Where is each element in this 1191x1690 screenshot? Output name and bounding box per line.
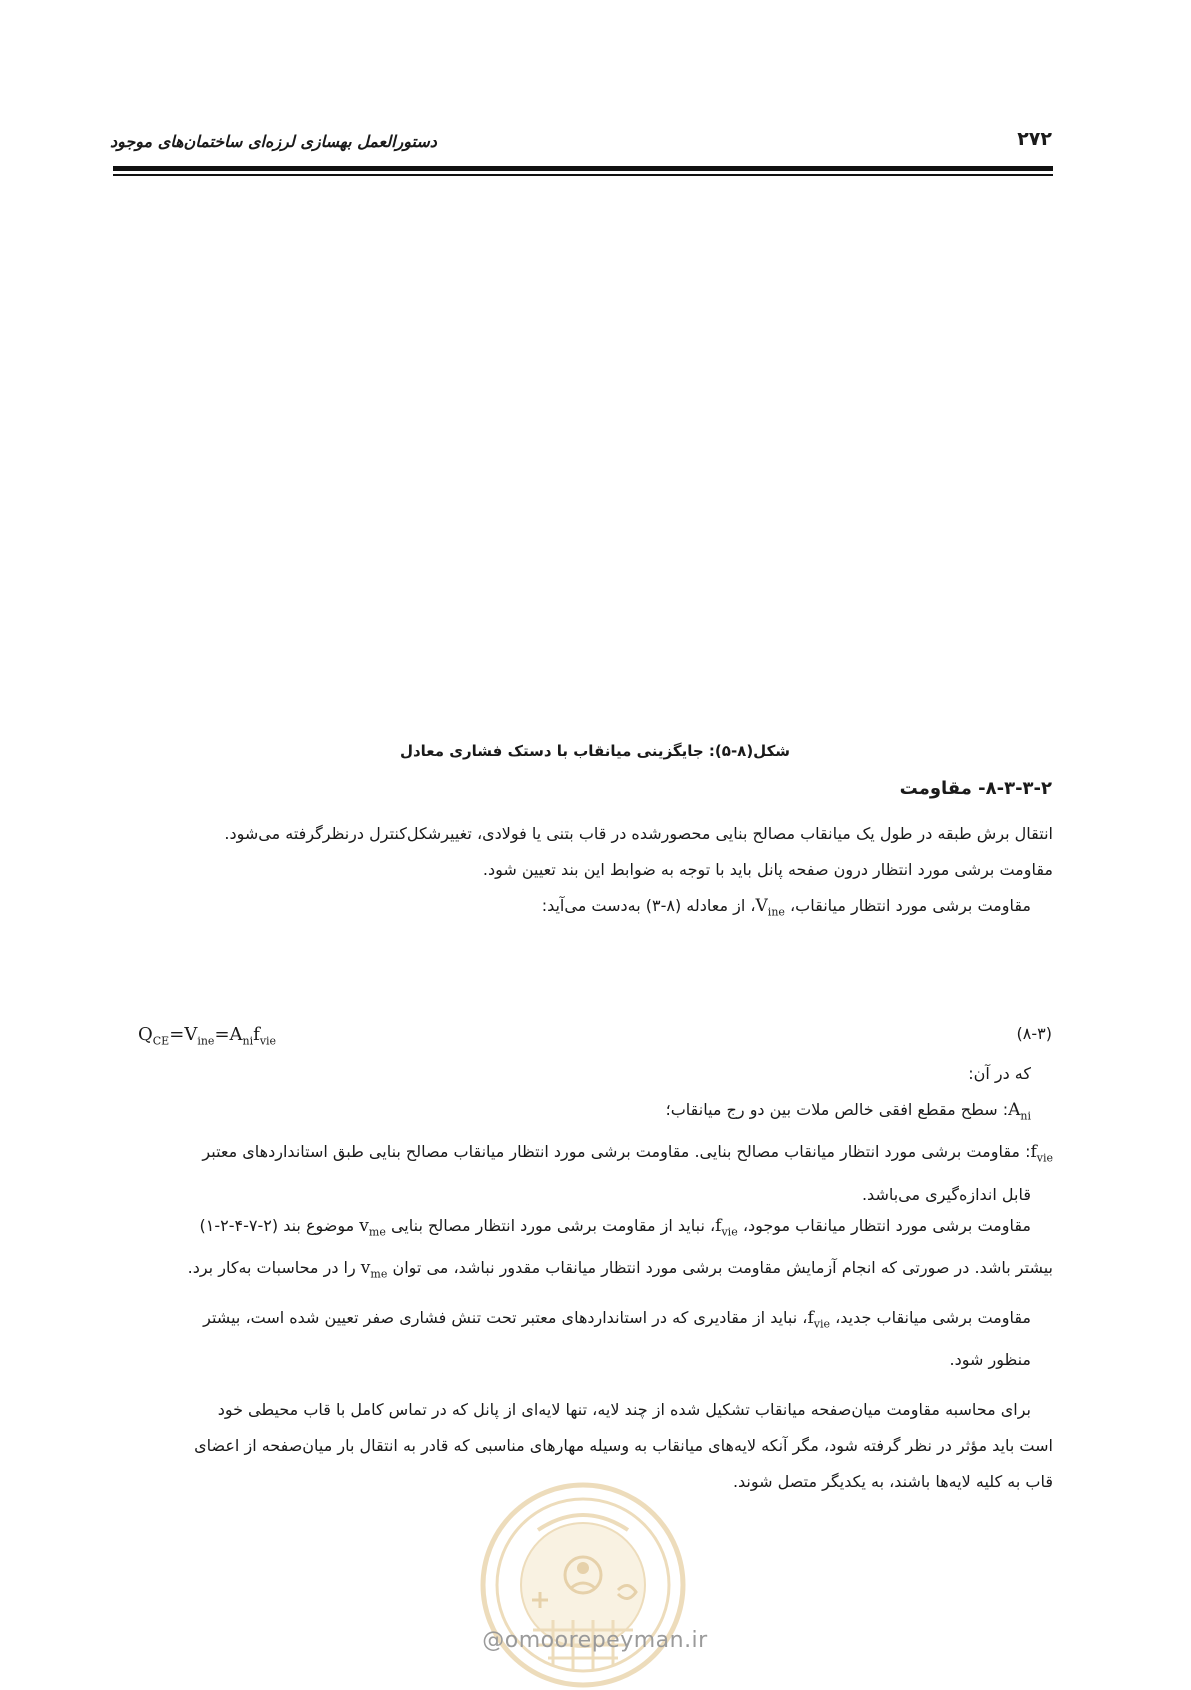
- symbol-sub: vie: [721, 1225, 738, 1239]
- symbol-f-vie: [1030, 1142, 1053, 1165]
- header-rule-thick: [113, 166, 1053, 171]
- text-span: مقاومت برشی مورد انتظار میانقاب موجود،: [742, 1216, 1031, 1235]
- text-span: مقاومت برشی مورد انتظار میانقاب،: [790, 896, 1031, 915]
- page-number: ۲۷۲: [1017, 128, 1052, 150]
- eq-sub: ine: [197, 1034, 215, 1048]
- symbol-v-me: [359, 1216, 386, 1239]
- symbol-sub: vie: [1036, 1151, 1053, 1165]
- definitions: [113, 1056, 1053, 1213]
- symbol-f-vie: [807, 1308, 831, 1331]
- text-span: بیشتر باشد. در صورتی که انجام آزمایش مقاومت برشی مورد انتظار میانقاب مقدور نباشد، می توان: [392, 1258, 1053, 1278]
- paragraph-line: قاب به کلیه لایه‌ها باشند، به یکدیگر متصل شوند.: [732, 1472, 1053, 1491]
- paragraph-3: [113, 1208, 1053, 1293]
- eq-symbol: Q: [138, 1024, 153, 1045]
- paragraph-line: مقاومت برشی مورد انتظار درون صفحه پانل باید با توجه به ضوابط این بند تعیین شود.: [482, 860, 1053, 879]
- text-span: ، نباید از مقاومت برشی مورد انتظار مصالح بنایی: [390, 1216, 716, 1235]
- symbol-sub: me: [370, 1267, 388, 1281]
- symbol-sub: ni: [1020, 1109, 1031, 1123]
- eq-sub: ni: [242, 1034, 254, 1048]
- paragraph-line: [113, 1250, 1053, 1292]
- paragraph-line: برای محاسبه مقاومت میان‌صفحه میانقاب تشکیل شده از چند لایه، تنها لایه‌ای از پانل که در تماس کامل با قاب محیطی خود: [217, 1400, 1031, 1419]
- text-span: مقاومت برشی میانقاب جدید،: [835, 1308, 1031, 1327]
- text-span: موضوع بند (۲-۷-۴-۲-۱): [199, 1216, 355, 1235]
- symbol-base: v: [360, 1258, 371, 1279]
- symbol-v-me: [360, 1258, 388, 1281]
- symbol-base: V: [755, 896, 768, 916]
- paragraph-line: [113, 1208, 1053, 1250]
- figure-caption: شکل(۸-۵): جایگزینی میانقاب با دستک فشاری معادل: [399, 742, 791, 760]
- running-title: دستورالعمل بهسازی لرزه‌ای ساختمان‌های موجود: [110, 132, 437, 151]
- eq-sub: CE: [152, 1034, 170, 1048]
- header-rule-thin: [113, 174, 1053, 176]
- where-line: که در آن:: [968, 1064, 1031, 1083]
- symbol-sub: me: [368, 1225, 386, 1239]
- paragraph-line: [113, 888, 1053, 930]
- eq-symbol: f: [253, 1024, 260, 1045]
- symbol-sub: ine: [767, 905, 785, 919]
- eq-operator: =: [169, 1024, 185, 1045]
- definition-ani: [113, 1092, 1053, 1134]
- text-span: را در محاسبات به‌کار برد.: [187, 1258, 356, 1278]
- paragraph-line: است باید مؤثر در نظر گرفته شود، مگر آنکه لایه‌های میانقاب به وسیله مهارهای مناسبی که قادر به انتقال بار میان‌صفحه از اعضای: [194, 1436, 1053, 1455]
- symbol-sub: vie: [813, 1317, 831, 1331]
- text-span: : سطح مقطع افقی خالص ملات بین دو رج میانقاب؛: [665, 1100, 1009, 1119]
- equation-number: (۸-۳): [1016, 1024, 1052, 1043]
- watermark-url: @omoorepeyman.ir: [482, 1628, 708, 1653]
- text-span: : مقاومت برشی مورد انتظار میانقاب مصالح بنایی. مقاومت برشی مورد انتظار میانقاب مصالح بنایی طبق استانداردهای معتبر: [202, 1142, 1031, 1162]
- symbol-base: A: [1008, 1100, 1021, 1120]
- symbol-a-ni: [1008, 1100, 1031, 1123]
- text-span: ، از معادله (۸-۳) به‌دست می‌آید:: [541, 896, 756, 915]
- section-title: ۸-۳-۳-۲- مقاومت: [899, 778, 1052, 799]
- paragraph-4: [113, 1300, 1053, 1378]
- definition-fvie: [113, 1134, 1053, 1176]
- symbol-v-ine: [755, 896, 785, 919]
- paragraph-line: انتقال برش طبقه در طول یک میانقاب مصالح بنایی محصورشده در قاب بتنی یا فولادی، تغییرشکل‌کنترل درنظرگرفته می‌شود.: [224, 824, 1053, 843]
- eq-symbol: V: [184, 1024, 198, 1045]
- symbol-base: v: [359, 1216, 369, 1236]
- symbol-f-vie: [715, 1216, 738, 1239]
- symbol-base: f: [807, 1308, 814, 1328]
- symbol-base: f: [715, 1216, 722, 1236]
- paragraph-line: قابل اندازه‌گیری می‌باشد.: [861, 1184, 1031, 1204]
- text-span: ، نباید از مقادیری که در استانداردهای معتبر تحت تنش فشاری صفر تعیین شده است، بیشتر: [203, 1308, 808, 1327]
- paragraph-line: [113, 1300, 1053, 1342]
- eq-sub: vie: [259, 1034, 277, 1048]
- watermark-seal-icon: [478, 1480, 688, 1690]
- eq-symbol: A: [229, 1024, 243, 1045]
- eq-operator: =: [214, 1024, 230, 1045]
- paragraph-1: [113, 816, 1053, 930]
- equation: [138, 1024, 276, 1048]
- symbol-base: f: [1030, 1142, 1037, 1163]
- paragraph-line: منظور شود.: [949, 1350, 1031, 1370]
